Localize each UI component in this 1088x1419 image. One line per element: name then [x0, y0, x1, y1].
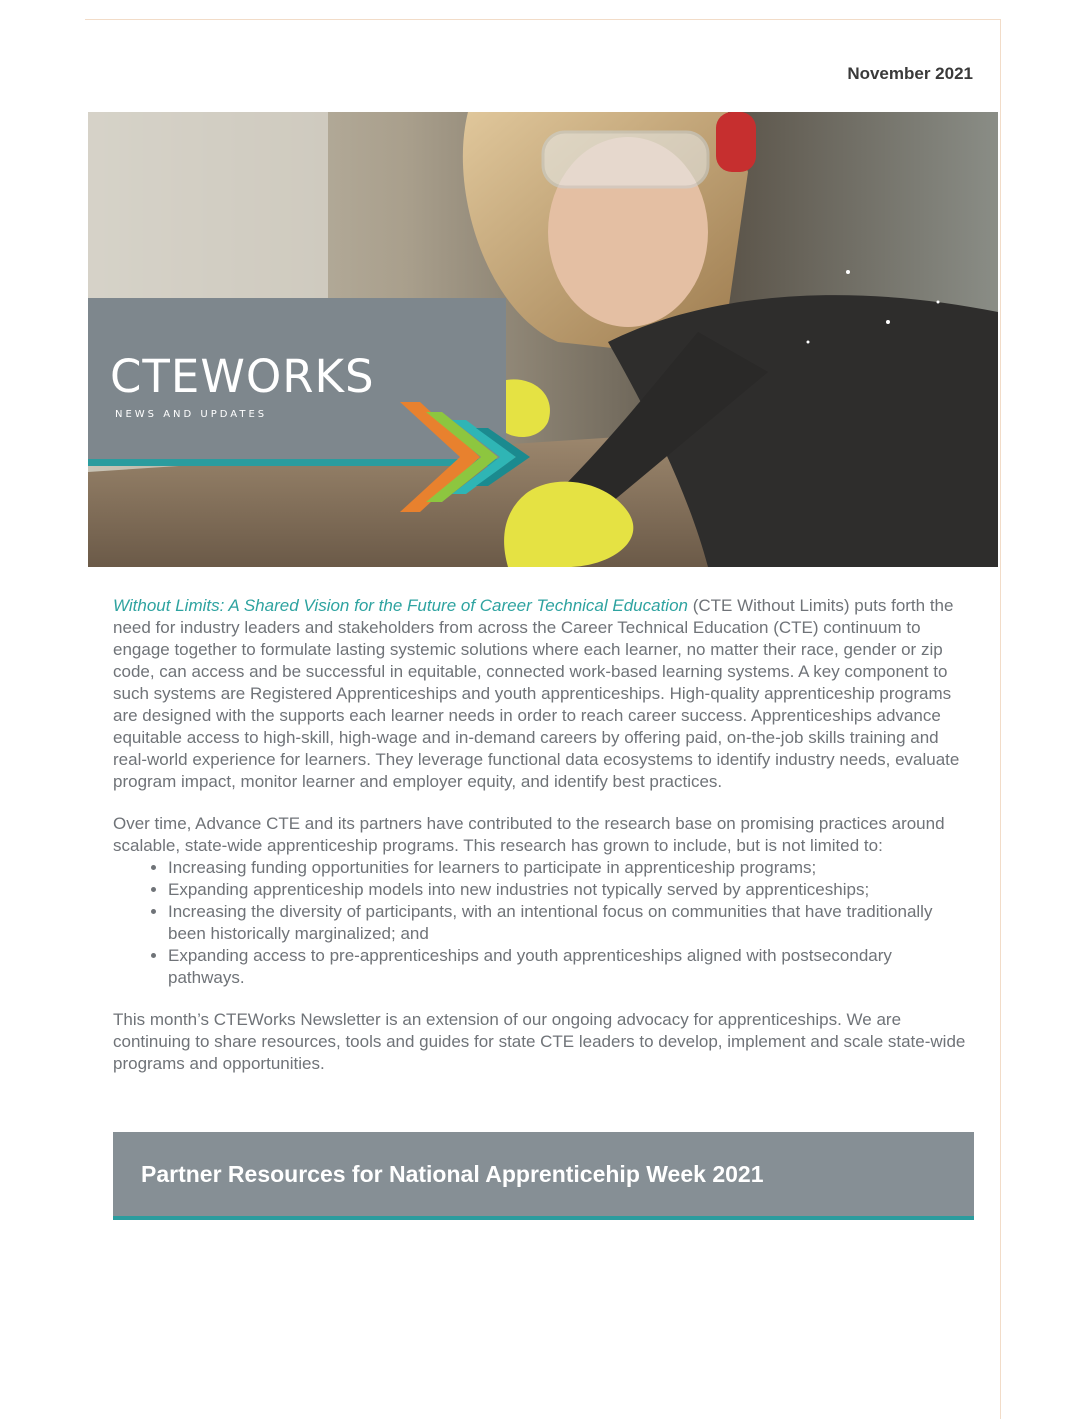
hero-banner: [88, 112, 998, 567]
research-intro: Over time, Advance CTE and its partners have contributed to the research base on promising practices around scalable, state-wide apprenticeship programs. This research has grown to include, but is not limited to:: [113, 814, 945, 855]
research-list: [113, 857, 973, 989]
list-item: • Increasing funding opportunities for learners to participate in apprenticeship programs;: [168, 857, 973, 879]
section-title: Partner Resources for National Apprenticehip Week 2021: [141, 1161, 764, 1187]
brand-subtitle: NEWS AND UPDATES: [115, 409, 268, 420]
list-item: • Expanding access to pre-apprenticeships and youth apprenticeships aligned with postsecondary pathways.: [168, 945, 973, 989]
intro-paragraph: [113, 595, 973, 793]
section-header: [113, 1132, 974, 1220]
intro-body: (CTE Without Limits) puts forth the need for industry leaders and stakeholders from across the Career Technical Education (CTE) continuum to engage together to formulate lasting systemic solutions where each learner, no matter their race, gender or zip code, can access and be successful in equitable, connected work-based learning systems. A key component to such systems are Registered Apprenticeships and youth apprenticeships. High-quality apprenticeship programs are designed with the supports each learner needs in order to reach career success. Apprenticeships advance equitable access to high-skill, high-wage and in-demand careers by offering paid, on-the-job skills training and real-world experience for learners. They leverage functional data ecosystems to identify industry needs, evaluate program impact, monitor learner and employer equity, and identify best practices.: [113, 596, 960, 791]
brand-title: CTEWORKS: [110, 350, 375, 403]
closing-paragraph: This month’s CTEWorks Newsletter is an extension of our ongoing advocacy for apprenticeships. We are continuing to share resources, tools and guides for state CTE leaders to develop, implement and scale state-wide programs and opportunities.: [113, 1010, 966, 1073]
newsletter-body: [113, 595, 973, 1095]
cte-without-limits-link[interactable]: Without Limits: A Shared Vision for the Future of Career Technical Education: [113, 596, 688, 615]
chevron-arrows-icon: [398, 402, 558, 512]
list-item: • Expanding apprenticeship models into new industries not typically served by apprenticeships;: [168, 879, 973, 901]
list-item: • Increasing the diversity of participants, with an intentional focus on communities that have traditionally been historically marginalized; and: [168, 901, 973, 945]
newsletter-date: November 2021: [847, 64, 973, 83]
